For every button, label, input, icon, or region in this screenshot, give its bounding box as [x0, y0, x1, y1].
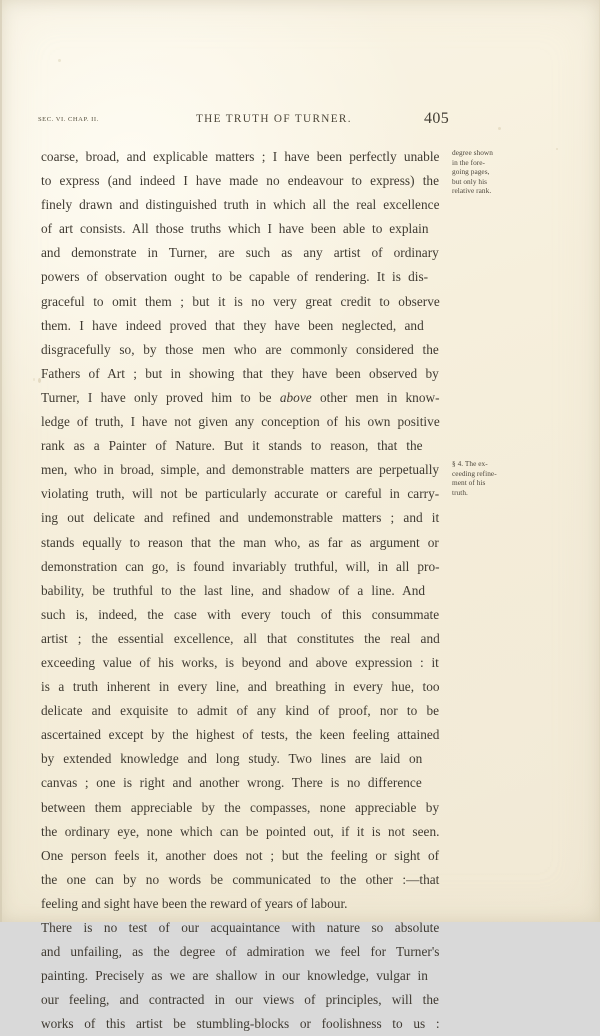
margin-note-line: going pages,: [452, 167, 490, 177]
text-line: stands equally to reason that the man who, as far as argument or: [41, 534, 439, 550]
paper-speck: [556, 148, 558, 150]
margin-note-line: but only his: [452, 176, 488, 186]
text-line: of art consists. All those truths which I have been able to explain: [41, 221, 429, 237]
text-line: Fathers of Art ; but in showing that they have been observed by: [41, 365, 439, 381]
text-line: them. I have indeed proved that they have been neglected, and: [41, 317, 424, 333]
text-line: works of this artist be stumbling-blocks or foolishness to us :: [41, 1016, 440, 1032]
text-line: coarse, broad, and explicable matters ; I have been perfectly unable: [41, 149, 440, 164]
margin-note-line: ment of his: [452, 478, 486, 488]
emphasis-above: above: [279, 389, 312, 405]
text-line: rank as a Painter of Nature. But it stands to reason, that the: [41, 438, 423, 454]
margin-note-degree-shown: [452, 148, 518, 196]
text-line: between them appreciable by the compasses, none appreciable by: [41, 799, 440, 815]
margin-note-line: § 4. The ex-: [452, 459, 488, 468]
margin-note-section-4: [452, 459, 518, 497]
margin-note-line: degree shown: [452, 148, 493, 157]
text-line: canvas ; one is right and another wrong. There is no difference: [41, 775, 422, 791]
text-line: our feeling, and contracted in our views of principles, will the: [41, 992, 439, 1008]
text-line: powers of observation ought to be capable of rendering. It is dis-: [41, 269, 429, 285]
text-line: the one can by no words be communicated to the other :—that: [41, 871, 440, 887]
text-line: and unfailing, as the degree of admiration we feel for Turner's: [41, 944, 440, 960]
text-line: to express (and indeed I have made no endeavour to express) the: [41, 173, 440, 189]
text-line: artist ; the essential excellence, all that constitutes the real and: [41, 630, 440, 646]
text-line: men, who in broad, simple, and demonstrable matters are perpetually: [41, 462, 440, 478]
text-line: painting. Precisely as we are shallow in our knowledge, vulgar in: [41, 968, 428, 984]
body-text-column: [41, 145, 438, 1036]
paper-speck: [58, 59, 61, 62]
text-line: disgracefully so, by those men who are commonly considered the: [41, 341, 439, 357]
text-line: ascertained except by the highest of tests, the keen feeling attained: [41, 727, 440, 743]
text-line: graceful to omit them ; but it is no very great credit to observe: [41, 293, 440, 309]
running-head: [38, 110, 500, 129]
text-line: by extended knowledge and long study. Two lines are laid on: [41, 751, 423, 767]
page-number: 405: [424, 110, 450, 127]
text-line: such is, indeed, the case with every touch of this consummate: [41, 606, 440, 622]
text-line: bability, be truthful to the last line, and shadow of a line. And: [41, 582, 426, 598]
text-line: is a truth inherent in every line, and breathing in every hue, too: [41, 679, 440, 695]
text-line: One person feels it, another does not ; but the feeling or sight of: [41, 847, 440, 863]
text-line-with-emphasis: [41, 386, 438, 410]
text-line: ledge of truth, I have not given any conception of his own positive: [41, 414, 440, 430]
text-segment: other men in know-: [311, 389, 440, 405]
chapter-signature: SEC. VI. CHAP. II.: [38, 116, 99, 123]
text-line: delicate and exquisite to admit of any kind of proof, nor to be: [41, 703, 440, 719]
text-line: ing out delicate and refined and undemonstrable matters ; and it: [41, 510, 440, 526]
page-title: THE TRUTH OF TURNER.: [196, 113, 352, 125]
margin-note-line: ceeding refine-: [452, 468, 497, 478]
text-line: feeling and sight have been the reward of years of labour.: [41, 895, 348, 911]
text-line: demonstration can go, is found invariably truthful, will, in all pro-: [41, 558, 440, 574]
margin-note-line: in the fore-: [452, 157, 486, 167]
text-line: exceeding value of his works, is beyond and above expression : it: [41, 654, 439, 670]
text-line: finely drawn and distinguished truth in which all the real excellence: [41, 197, 440, 213]
text-line: and demonstrate in Turner, are such as any artist of ordinary: [41, 245, 439, 261]
text-line: There is no test of our acquaintance with nature so absolute: [41, 920, 440, 935]
margin-note-line: truth.: [452, 487, 468, 497]
text-line: the ordinary eye, none which can be pointed out, if it is not seen.: [41, 823, 440, 839]
margin-note-line: relative rank.: [452, 186, 492, 196]
text-segment: Turner, I have only proved him to be: [41, 389, 280, 405]
text-line: violating truth, will not be particularly accurate or careful in carry-: [41, 486, 440, 502]
paper-speck: [33, 378, 35, 381]
